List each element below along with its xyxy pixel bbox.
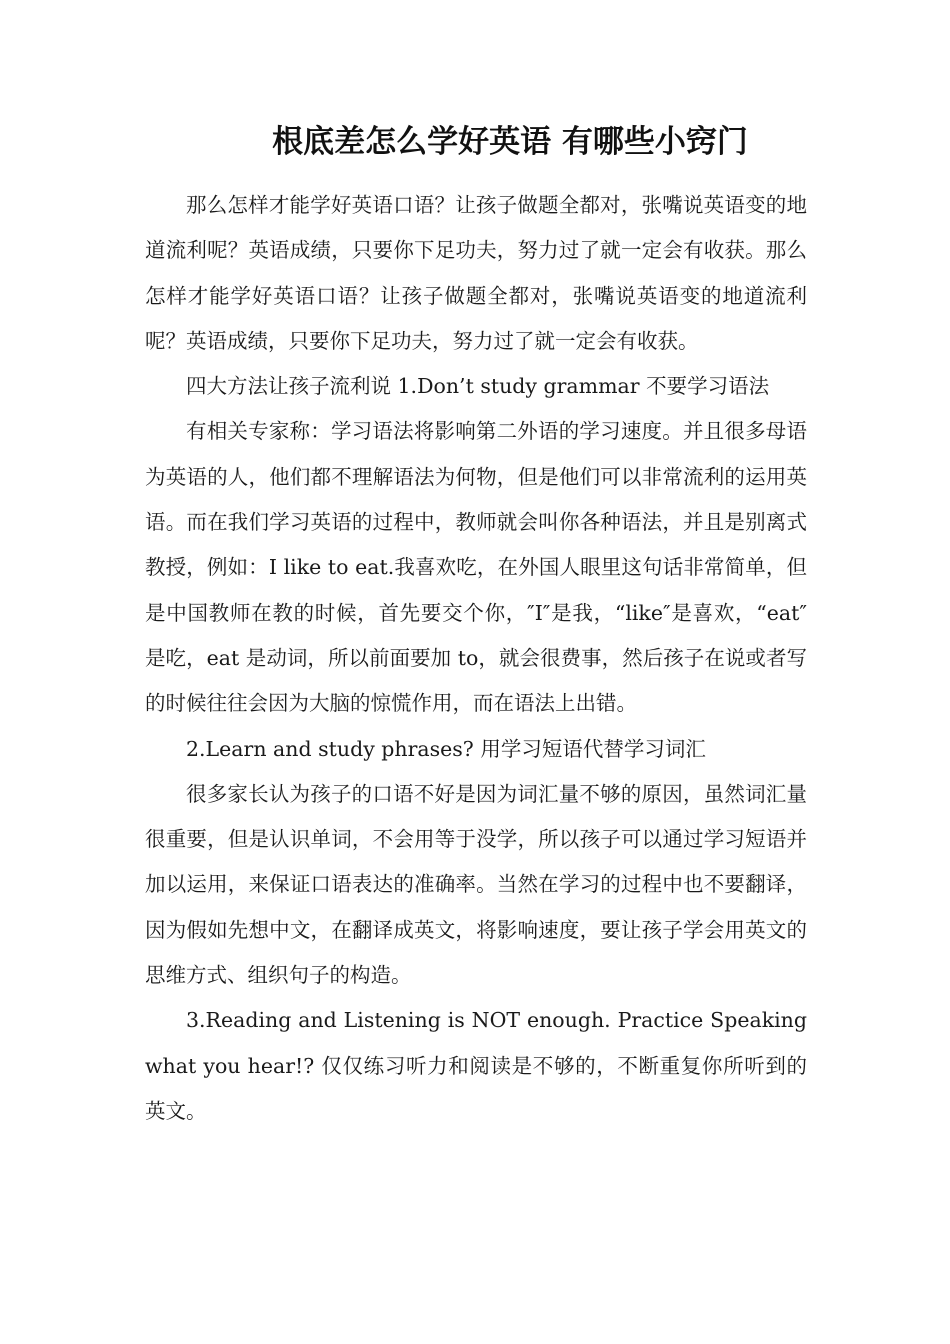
document-title: 根底差怎么学好英语 有哪些小窍门 [272, 124, 748, 160]
paragraph-method-1-body: 有相关专家称：学习语法将影响第二外语的学习速度。并且很多母语为英语的人，他们都不理解语法为何物，但是他们可以非常流利的运用英语。而在我们学习英语的过程中，教师就会叫你各种语法，并且是别离式教授，例如：I like to eat.我喜欢吃，在外国人眼里这句话非常简单，但是中国教师在教的时候，首先要交个你，″I″是我，“like″是喜欢，“eat″是吃，eat 是动词，所以前面要加 to，就会很费事，然后孩子在说或者写的时候往往会因为大脑的惊慌作用，而在语法上出错。 [145, 419, 807, 716]
paragraph-intro: 那么怎样才能学好英语口语？让孩子做题全都对，张嘴说英语变的地道流利呢？英语成绩，只要你下足功夫，努力过了就一定会有收获。那么怎样才能学好英语口语？让孩子做题全都对，张嘴说英语变的地道流利呢？英语成绩，只要你下足功夫，努力过了就一定会有收获。 [145, 193, 807, 353]
paragraph-method-1-heading: 四大方法让孩子流利说 1.Don’t study grammar 不要学习语法 [186, 374, 770, 399]
paragraph-method-2-heading: 2.Learn and study phrases? 用学习短语代替学习词汇 [186, 736, 706, 761]
paragraph-method-2-body: 很多家长认为孩子的口语不好是因为词汇量不够的原因，虽然词汇量很重要，但是认识单词，不会用等于没学，所以孩子可以通过学习短语并加以运用，来保证口语表达的准确率。当然在学习的过程中也不要翻译，因为假如先想中文，在翻译成英文，将影响速度，要让孩子学会用英文的思维方式、组织句子的构造。 [145, 781, 807, 988]
paragraph-method-3-heading: 3.Reading and Listening is NOT enough. Practice Speaking what you hear!? 仅仅练习听力和阅读是不够的，不断重复你所听到的英文。 [145, 1008, 807, 1123]
document-body [145, 183, 807, 1134]
